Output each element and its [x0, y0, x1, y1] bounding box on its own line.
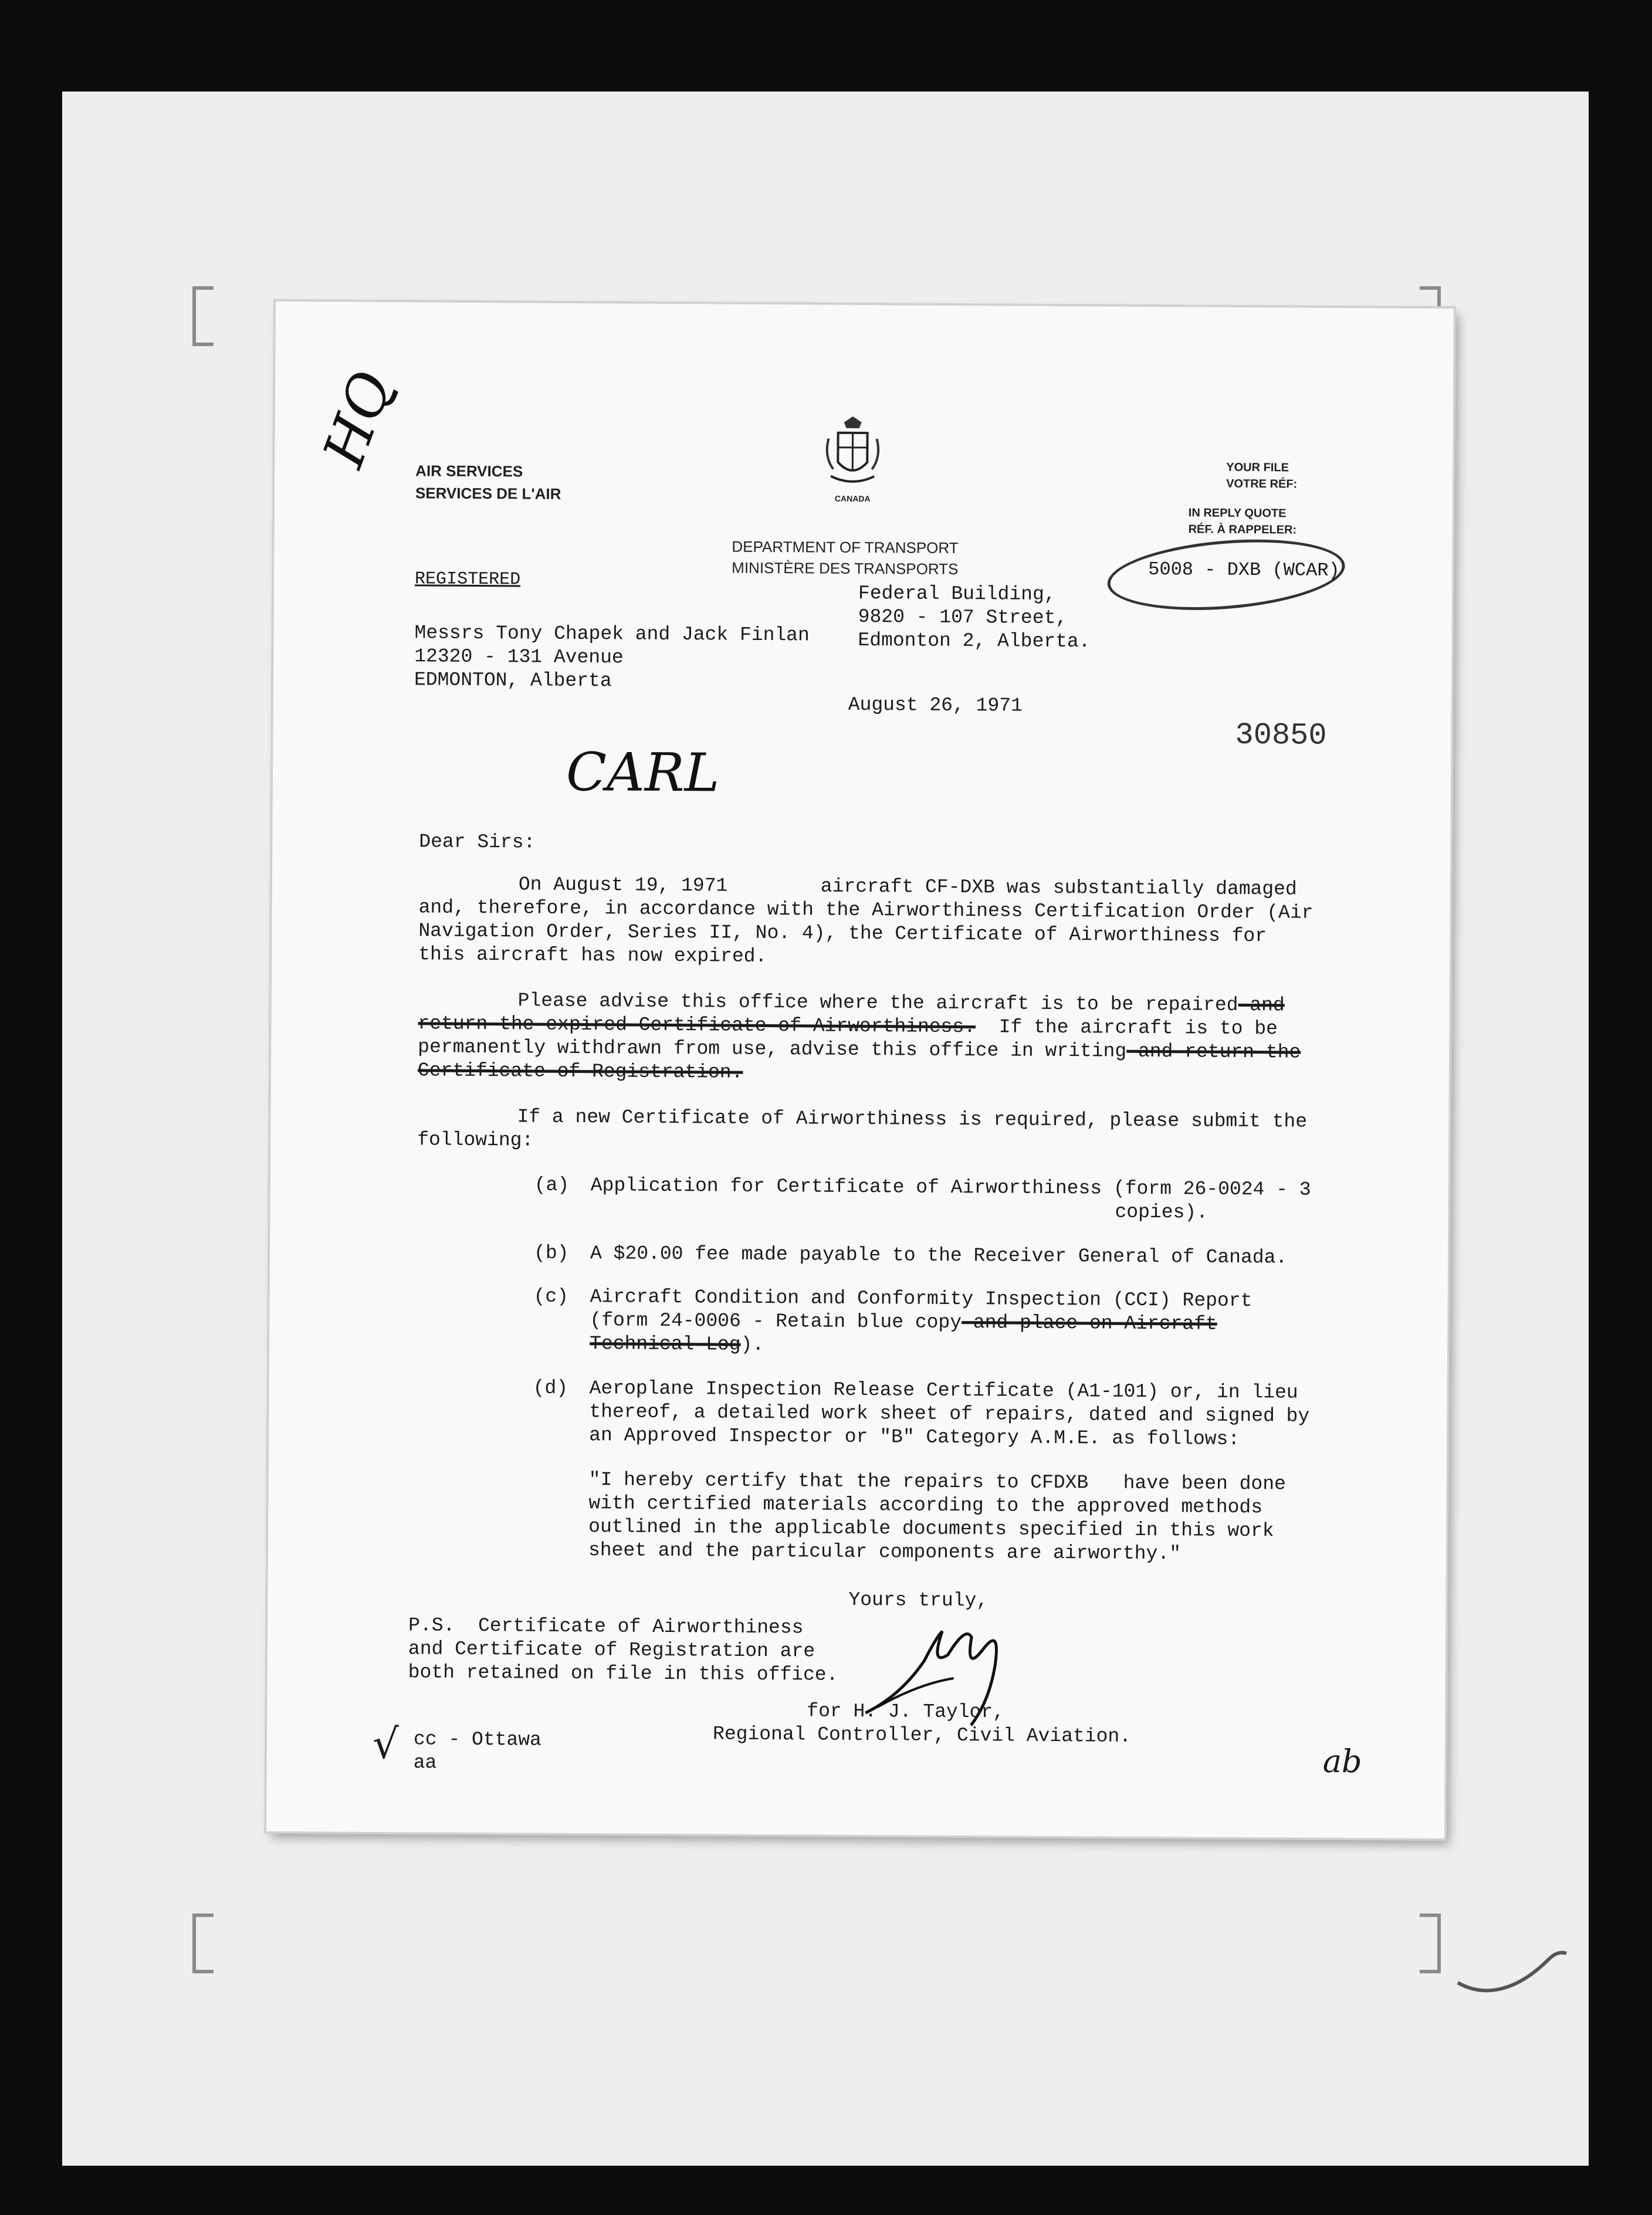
- letterhead-services-en: AIR SERVICES: [415, 462, 523, 480]
- your-file-label-fr: VOTRE RÉF:: [1226, 477, 1298, 491]
- struck-text: return the expired Certificate of Airworthiness.: [418, 1012, 976, 1038]
- ps-line1: P.S. Certificate of Airworthiness: [408, 1614, 804, 1639]
- crop-mark: [1420, 1913, 1441, 1973]
- letterhead-services-fr: SERVICES DE L'AIR: [415, 484, 561, 503]
- item-b-label: (b): [533, 1242, 569, 1264]
- item-c-line3: [590, 1332, 764, 1357]
- certification-quote-line1: "I hereby certify that the repairs to CFDXB have been done: [588, 1469, 1287, 1495]
- item-c-line2: [590, 1309, 1217, 1336]
- certification-quote-line3: outlined in the applicable documents specified in this work: [588, 1516, 1274, 1542]
- handwritten-mark-bottom: ab: [1322, 1742, 1362, 1780]
- para1-on: On: [518, 873, 542, 896]
- item-a-line1: Application for Certificate of Airworthiness (form 26-0024 - 3: [590, 1174, 1311, 1201]
- department-name-en: DEPARTMENT OF TRANSPORT: [732, 537, 959, 557]
- file-number-stamp: 30850: [1235, 717, 1327, 753]
- reply-quote-label-fr: RÉF. À RAPPELER:: [1188, 523, 1297, 537]
- item-d-line1: Aeroplane Inspection Release Certificate (A1-101) or, in lieu: [589, 1377, 1298, 1404]
- item-c-label: (c): [533, 1285, 569, 1308]
- para2-text: Please advise this office where the aircraft is to be repaired: [517, 990, 1238, 1016]
- item-c-text: ).: [740, 1333, 764, 1356]
- address-line-1: Federal Building,: [858, 582, 1056, 606]
- para2-text: permanently withdrawn from use, advise this office in writing: [418, 1036, 1127, 1062]
- letter-page: [266, 302, 1454, 1838]
- ps-line2: and Certificate of Registration are: [408, 1638, 815, 1662]
- para1-rest: was substantially damaged: [1006, 876, 1297, 900]
- aircraft-registration: aircraft CF-DXB: [820, 875, 996, 899]
- struck-text: and return the: [1126, 1040, 1301, 1064]
- para1-line4: this aircraft has now expired.: [418, 943, 767, 968]
- para3-line2: following:: [417, 1129, 534, 1151]
- closing: Yours truly,: [848, 1589, 989, 1612]
- struck-text: Certificate of Registration.: [417, 1059, 743, 1083]
- item-a-label: (a): [534, 1174, 570, 1196]
- cc-line2: aa: [413, 1752, 437, 1774]
- recipient-name: Messrs Tony Chapek and Jack Finlan: [414, 622, 810, 646]
- struck-text: Technical Log: [590, 1333, 741, 1356]
- crest-caption: CANADA: [834, 493, 871, 504]
- struck-text: and: [1238, 994, 1285, 1017]
- address-line-2: 9820 - 107 Street,: [858, 605, 1068, 629]
- scan-scratch: [1455, 1948, 1572, 2006]
- struck-text: and place on Aircraft: [961, 1312, 1217, 1335]
- crop-mark: [192, 286, 214, 346]
- your-file-label-en: YOUR FILE: [1226, 460, 1289, 475]
- para2-text: If the aircraft is to be: [975, 1016, 1278, 1040]
- handwritten-mark: HQ: [310, 363, 405, 476]
- para1-line3: Navigation Order, Series II, No. 4), the Certificate of Airworthiness for: [418, 920, 1267, 947]
- checkmark: √: [372, 1719, 399, 1769]
- certification-quote-line2: with certified materials according to the approved methods: [588, 1492, 1263, 1519]
- cc-line1: cc - Ottawa: [413, 1728, 541, 1751]
- damage-date: August 19, 1971: [553, 873, 728, 897]
- item-d-line3: an Approved Inspector or "B" Category A.M.E. as follows:: [589, 1424, 1240, 1450]
- reply-quote-label-en: IN REPLY QUOTE: [1188, 506, 1287, 520]
- department-name-fr: MINISTÈRE DES TRANSPORTS: [732, 558, 959, 578]
- salutation: Dear Sirs:: [419, 831, 536, 854]
- para2-line4: [418, 1059, 743, 1084]
- item-b-line1: A $20.00 fee made payable to the Receiver General of Canada.: [590, 1242, 1288, 1269]
- item-a-line2: copies).: [1115, 1201, 1208, 1224]
- item-d-line2: thereof, a detailed work sheet of repairs, dated and signed by: [589, 1401, 1310, 1427]
- item-c-line1: Aircraft Condition and Conformity Inspection (CCI) Report: [590, 1286, 1252, 1312]
- para1-line2: and, therefore, in accordance with the Airworthiness Certification Order (Air: [418, 896, 1314, 924]
- handwritten-initials: CARL: [566, 741, 720, 804]
- recipient-city: EDMONTON, Alberta: [414, 669, 612, 692]
- signatory-line2: Regional Controller, Civil Aviation.: [712, 1723, 1132, 1747]
- ps-line3: both retained on file in this office.: [408, 1661, 838, 1686]
- letter-date: August 26, 1971: [848, 693, 1023, 717]
- address-line-3: Edmonton 2, Alberta.: [858, 629, 1091, 653]
- certification-quote-line4: sheet and the particular components are airworthy.": [588, 1539, 1182, 1565]
- canada-crest-icon: [820, 415, 885, 492]
- item-d-label: (d): [533, 1377, 568, 1399]
- item-c-text: (form 24-0006 - Retain blue copy: [590, 1309, 962, 1334]
- recipient-street: 12320 - 131 Avenue: [414, 645, 624, 669]
- para3-line1: If a new Certificate of Airworthiness is required, please submit the: [517, 1106, 1308, 1133]
- reply-reference: 5008 - DXB (WCAR): [1148, 558, 1340, 581]
- registered-label: REGISTERED: [414, 569, 521, 590]
- crop-mark: [192, 1913, 214, 1973]
- signatory-line1: for H. J. Taylor,: [807, 1700, 1005, 1723]
